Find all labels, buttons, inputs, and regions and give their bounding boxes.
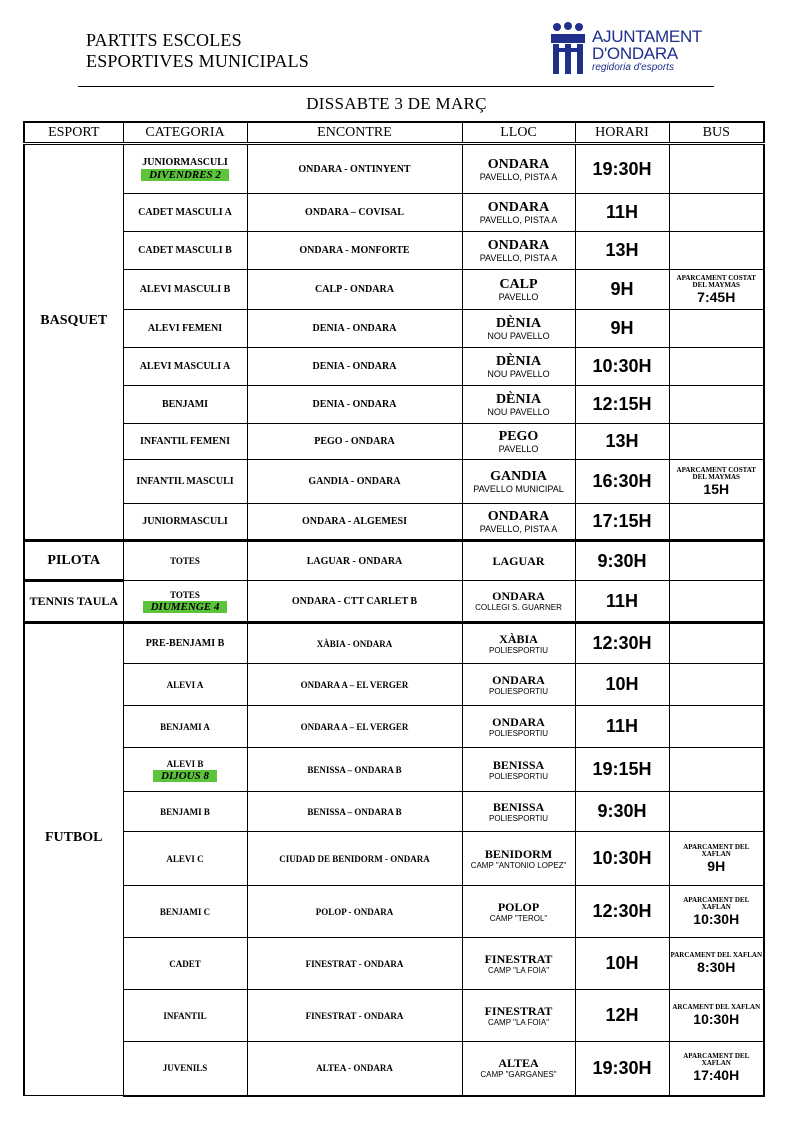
row-time: 12:30H [575, 886, 669, 938]
row-category: ALEVI A [123, 664, 247, 706]
row-match: PEGO - ONDARA [247, 424, 462, 460]
row-time: 11H [575, 194, 669, 232]
row-venue: XÀBIA POLIESPORTIU [462, 623, 575, 664]
row-venue: FINESTRAT CAMP "LA FOIA" [462, 990, 575, 1042]
row-match: DENIA - ONDARA [247, 386, 462, 424]
row-bus [669, 504, 764, 541]
table-row [24, 460, 764, 504]
logo-line-2: D'ONDARA [592, 44, 678, 63]
table-row [24, 194, 764, 232]
table-row [24, 623, 764, 664]
row-venue: GANDIA PAVELLO MUNICIPAL [462, 460, 575, 504]
row-category: BENJAMI A [123, 706, 247, 748]
table-header-row [24, 122, 764, 144]
row-venue: DÈNIA NOU PAVELLO [462, 310, 575, 348]
row-category: INFANTIL [123, 990, 247, 1042]
table-row [24, 144, 764, 194]
col-categoria: CATEGORIA [123, 122, 247, 144]
row-time: 12H [575, 990, 669, 1042]
date-note-highlight: DIUMENGE 4 [143, 601, 228, 613]
table-row [24, 990, 764, 1042]
row-time: 19:30H [575, 144, 669, 194]
row-time: 11H [575, 581, 669, 623]
row-bus [669, 748, 764, 792]
title-line-1: PARTITS ESCOLES [86, 30, 242, 50]
row-time: 10H [575, 664, 669, 706]
title-line-2: ESPORTIVES MUNICIPALS [86, 51, 309, 71]
row-venue: CALP PAVELLO [462, 270, 575, 310]
row-bus [669, 664, 764, 706]
row-time: 10H [575, 938, 669, 990]
table-row [24, 348, 764, 386]
row-time: 12:15H [575, 386, 669, 424]
row-bus: ARCAMENT DEL XAFLAN 10:30H [669, 990, 764, 1042]
row-bus [669, 623, 764, 664]
row-venue: DÈNIA NOU PAVELLO [462, 386, 575, 424]
row-match: XÀBIA - ONDARA [247, 623, 462, 664]
row-category: PRE-BENJAMI B [123, 623, 247, 664]
row-venue: POLOP CAMP "TEROL" [462, 886, 575, 938]
row-venue: ONDARA PAVELLO, PISTA A [462, 144, 575, 194]
row-match: ONDARA A – EL VERGER [247, 664, 462, 706]
table-row [24, 792, 764, 832]
row-category: ALEVI FEMENI [123, 310, 247, 348]
row-venue: LAGUAR [462, 541, 575, 581]
row-time: 19:30H [575, 1042, 669, 1096]
row-bus: PARCAMENT DEL XAFLAN 8:30H [669, 938, 764, 990]
logo-line-3: regidoria d'esports [592, 62, 674, 73]
row-category: JUNIORMASCULI DIVENDRES 2 [123, 144, 247, 194]
table-row [24, 886, 764, 938]
row-category: JUNIORMASCULI [123, 504, 247, 541]
row-time: 9H [575, 310, 669, 348]
table-row [24, 541, 764, 581]
row-bus: APARCAMENT DEL XAFLAN 10:30H [669, 886, 764, 938]
row-match: ONDARA - ONTINYENT [247, 144, 462, 194]
document-title [86, 30, 309, 72]
date-note-highlight: DIVENDRES 2 [141, 169, 229, 181]
sport-futbol: FUTBOL [24, 623, 123, 1096]
table-row [24, 748, 764, 792]
row-bus [669, 424, 764, 460]
row-bus: APARCAMENT COSTAT DEL MAYMAS 7:45H [669, 270, 764, 310]
row-category: INFANTIL FEMENI [123, 424, 247, 460]
row-category: CADET MASCULI B [123, 232, 247, 270]
sport-basquet: BASQUET [24, 144, 123, 541]
row-match: DENIA - ONDARA [247, 348, 462, 386]
row-time: 13H [575, 424, 669, 460]
row-bus [669, 792, 764, 832]
row-venue: ONDARA COLLEGI S. GUARNER [462, 581, 575, 623]
table-row [24, 232, 764, 270]
col-bus: BUS [669, 122, 764, 144]
row-category: BENJAMI [123, 386, 247, 424]
row-bus: APARCAMENT DEL XAFLAN 9H [669, 832, 764, 886]
row-match: CIUDAD DE BENIDORM - ONDARA [247, 832, 462, 886]
table-row [24, 504, 764, 541]
row-match: ONDARA - MONFORTE [247, 232, 462, 270]
row-venue: ALTEA CAMP "GARGANES" [462, 1042, 575, 1096]
row-venue: ONDARA PAVELLO, PISTA A [462, 194, 575, 232]
table-row [24, 664, 764, 706]
row-time: 10:30H [575, 348, 669, 386]
row-match: ONDARA - CTT CARLET B [247, 581, 462, 623]
row-time: 9:30H [575, 792, 669, 832]
table-row [24, 832, 764, 886]
schedule-table [23, 121, 765, 1097]
row-time: 12:30H [575, 623, 669, 664]
row-match: ONDARA – COVISAL [247, 194, 462, 232]
table-row [24, 581, 764, 623]
row-match: POLOP - ONDARA [247, 886, 462, 938]
col-horari: HORARI [575, 122, 669, 144]
row-time: 11H [575, 706, 669, 748]
row-match: DENIA - ONDARA [247, 310, 462, 348]
table-row [24, 938, 764, 990]
row-category: ALEVI MASCULI A [123, 348, 247, 386]
row-venue: ONDARA POLIESPORTIU [462, 706, 575, 748]
row-bus [669, 194, 764, 232]
row-time: 9:30H [575, 541, 669, 581]
row-category: ALEVI B DIJOUS 8 [123, 748, 247, 792]
sport-pilota: PILOTA [24, 541, 123, 581]
row-category: INFANTIL MASCULI [123, 460, 247, 504]
row-venue: BENISSA POLIESPORTIU [462, 748, 575, 792]
row-match: ONDARA - ALGEMESI [247, 504, 462, 541]
row-category: CADET [123, 938, 247, 990]
row-match: ALTEA - ONDARA [247, 1042, 462, 1096]
table-row [24, 1042, 764, 1096]
table-row [24, 706, 764, 748]
col-encontre: ENCONTRE [247, 122, 462, 144]
row-venue: DÈNIA NOU PAVELLO [462, 348, 575, 386]
ajuntament-logo [548, 22, 718, 82]
row-bus [669, 706, 764, 748]
row-category: ALEVI C [123, 832, 247, 886]
row-category: JUVENILS [123, 1042, 247, 1096]
row-bus [669, 232, 764, 270]
row-match: LAGUAR - ONDARA [247, 541, 462, 581]
logo-figures-icon [548, 22, 588, 78]
col-esport: ESPORT [24, 122, 123, 144]
table-row [24, 270, 764, 310]
row-match: BENISSA – ONDARA B [247, 748, 462, 792]
row-time: 9H [575, 270, 669, 310]
sport-tennis-taula: TENNIS TAULA [24, 581, 123, 623]
row-bus: APARCAMENT DEL XAFLAN 17:40H [669, 1042, 764, 1096]
row-category: TOTES DIUMENGE 4 [123, 581, 247, 623]
schedule-date: DISSABTE 3 DE MARÇ [306, 94, 487, 113]
row-category: ALEVI MASCULI B [123, 270, 247, 310]
row-match: FINESTRAT - ONDARA [247, 990, 462, 1042]
row-venue: BENIDORM CAMP "ANTONIO LOPEZ" [462, 832, 575, 886]
row-match: FINESTRAT - ONDARA [247, 938, 462, 990]
row-time: 16:30H [575, 460, 669, 504]
row-bus [669, 348, 764, 386]
row-bus: APARCAMENT COSTAT DEL MAYMAS 15H [669, 460, 764, 504]
row-venue: ONDARA PAVELLO, PISTA A [462, 232, 575, 270]
row-match: GANDIA - ONDARA [247, 460, 462, 504]
row-category: TOTES [123, 541, 247, 581]
row-venue: ONDARA PAVELLO, PISTA A [462, 504, 575, 541]
row-time: 10:30H [575, 832, 669, 886]
row-venue: FINESTRAT CAMP "LA FOIA" [462, 938, 575, 990]
row-category: BENJAMI B [123, 792, 247, 832]
row-venue: PEGO PAVELLO [462, 424, 575, 460]
table-row [24, 386, 764, 424]
row-venue: ONDARA POLIESPORTIU [462, 664, 575, 706]
row-category: CADET MASCULI A [123, 194, 247, 232]
table-row [24, 424, 764, 460]
row-match: BENISSA – ONDARA B [247, 792, 462, 832]
row-bus [669, 581, 764, 623]
row-match: ONDARA A – EL VERGER [247, 706, 462, 748]
logo-line-1: AJUNTAMENT [592, 27, 703, 46]
col-lloc: LLOC [462, 122, 575, 144]
row-bus [669, 386, 764, 424]
date-note-highlight: DIJOUS 8 [153, 770, 217, 782]
table-row [24, 310, 764, 348]
row-venue: BENISSA POLIESPORTIU [462, 792, 575, 832]
row-category: BENJAMI C [123, 886, 247, 938]
row-time: 17:15H [575, 504, 669, 541]
row-time: 13H [575, 232, 669, 270]
row-bus [669, 541, 764, 581]
row-time: 19:15H [575, 748, 669, 792]
row-match: CALP - ONDARA [247, 270, 462, 310]
row-bus [669, 144, 764, 194]
row-bus [669, 310, 764, 348]
header-divider [78, 86, 714, 87]
